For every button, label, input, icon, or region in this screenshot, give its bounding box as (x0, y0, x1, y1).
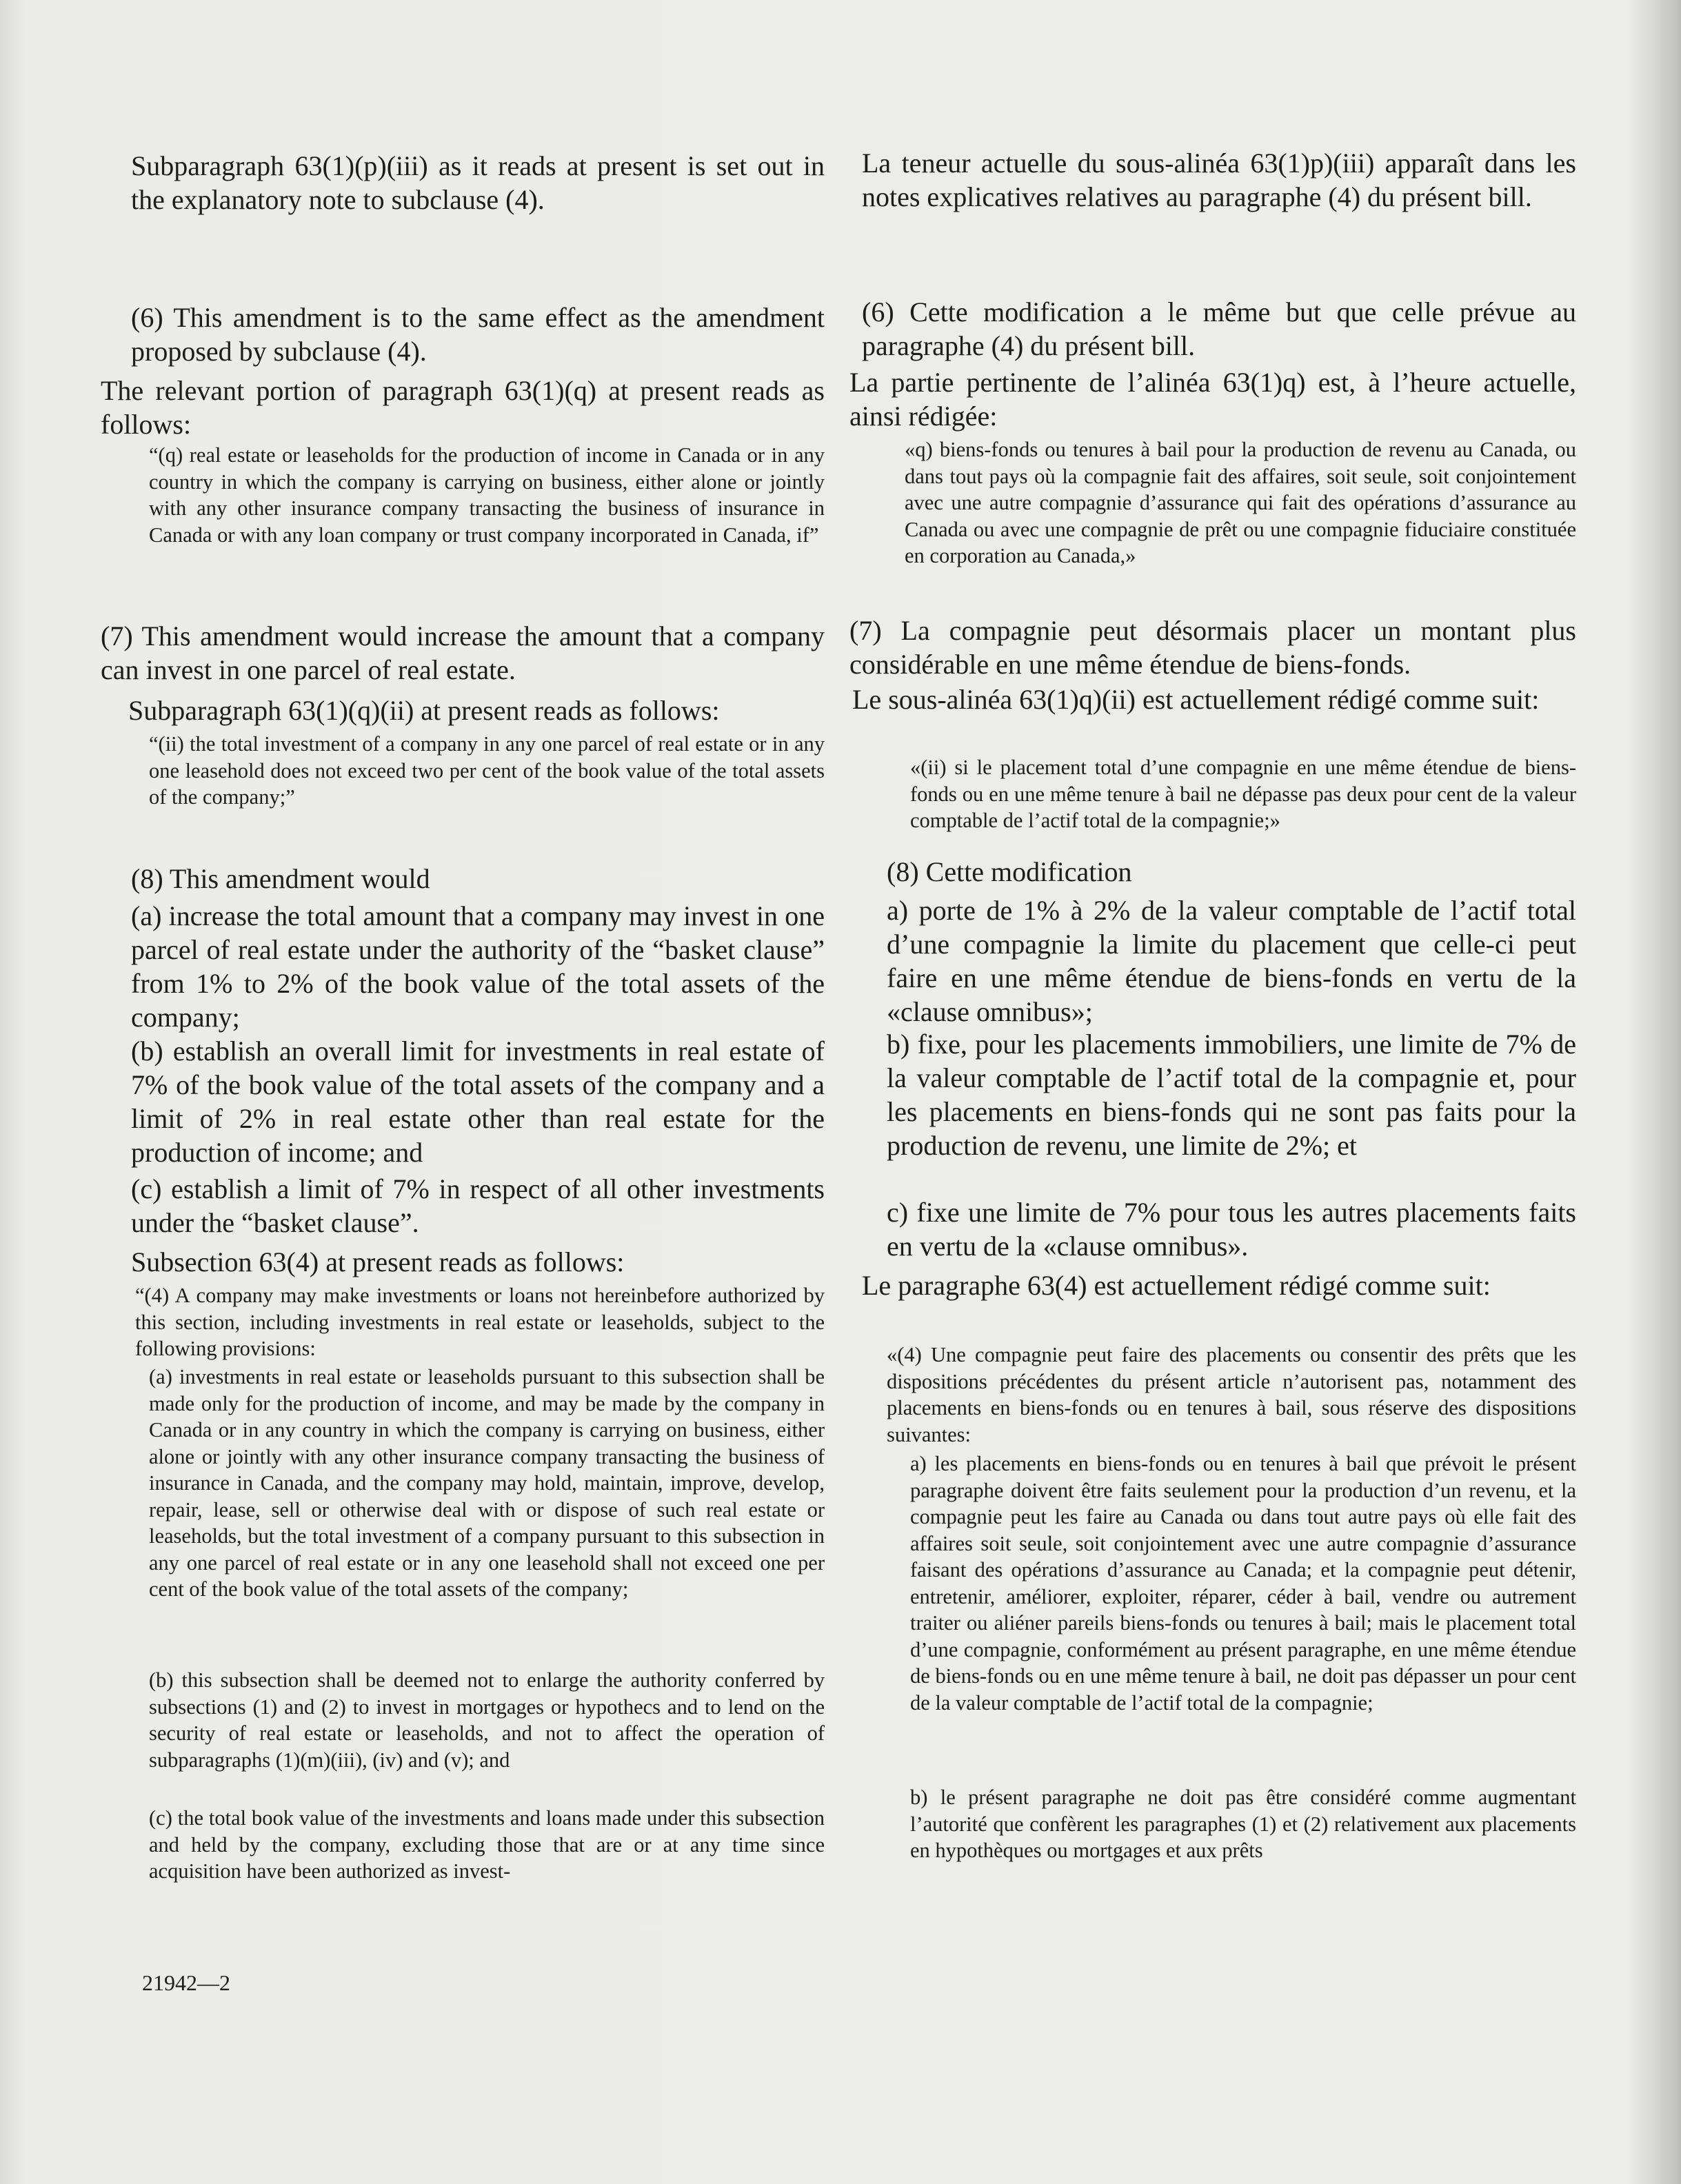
en-subsection-63-4-heading: Subsection 63(4) at present reads as follows: (131, 1246, 625, 1277)
fr-note-7: (7) La compagnie peut désormais placer un montant plus considérable en une même étendue de biens-fonds. (849, 615, 1576, 680)
en-note-7: (7) This amendment would increase the amount that a company can invest in one parcel of real estate. (101, 620, 825, 685)
en-quote-subsection-4: “(4) A company may make investments or loans not hereinbefore authorized by this section, including investments in real estate or leaseholds, subject to the following provisions: (135, 1284, 825, 1360)
fr-subparagraph-p-note: La teneur actuelle du sous-alinéa 63(1)p)(iii) apparaît dans les notes explicatives relatives au paragraphe (4) du présent bill. (862, 148, 1576, 212)
fr-quote-paragraph-q: «q) biens-fonds ou tenures à bail pour la production de revenu au Canada, ou dans tout pays où la compagnie fait des affaires, soit seule, soit conjointement avec une autre compagnie d’assurance qui fait des opérations d’assurance au Canada ou avec une compagnie de prêt ou une compagnie fiduciaire constituée en corporation au Canada,» (905, 438, 1576, 567)
en-quote-q-ii: “(ii) the total investment of a company in any one parcel of real estate or in any one leasehold does not exceed two per cent of the book value of the total assets of the company;” (149, 732, 825, 809)
en-subparagraph-q-ii-heading: Subparagraph 63(1)(q)(ii) at present reads as follows: (128, 695, 720, 726)
en-subparagraph-p-note: Subparagraph 63(1)(p)(iii) as it reads at present is set out in the explanatory note to subclause (4). (131, 150, 825, 215)
fr-quote-subsection-4: «(4) Une compagnie peut faire des placements ou consentir des prêts que les dispositions précédentes du présent article n’autorisent pas, notamment des placements en biens-fonds ou en tenures à bail, sous réserve des dispositions suivantes: (887, 1343, 1576, 1446)
fr-relevant-portion-heading: La partie pertinente de l’alinéa 63(1)q) est, à l’heure actuelle, ainsi rédigée: (849, 367, 1576, 432)
fr-quote-4-a: a) les placements en biens-fonds ou en tenures à bail que prévoit le présent paragraphe doivent être faits seulement pour la production d’un revenu, et la compagnie peut les faire au Canada ou dans tout autre pays où elle fait des affaires soit seule, soit conjointement avec une autre compagnie d’assurance faisant des opérations d’assurance au Canada; et la compagnie peut détenir, entretenir, améliorer, exploiter, réparer, céder à bail, vendre ou autrement traiter ou aliéner pareils biens-fonds ou tenures à bail; mais le placement total d’une compagnie, conformément au présent paragraphe, en une même étendue de biens-fonds ou en une même tenure à bail, ne doit pas dépasser un pour cent de la valeur comptable de l’actif total de la compagnie; (910, 1452, 1576, 1715)
fr-subparagraph-q-ii-heading: Le sous-alinéa 63(1)q)(ii) est actuellement rédigé comme suit: (852, 684, 1540, 715)
en-quote-paragraph-q: “(q) real estate or leaseholds for the production of income in Canada or in any country in which the company is carrying on business, either alone or jointly with any other insurance company transacting the business of insurance in Canada or with any loan company or trust company incorporated in Canada, if” (149, 443, 825, 547)
fr-quote-q-ii: «(ii) si le placement total d’une compagnie en une même étendue de biens-fonds ou en une même tenure à bail ne dépasse pas deux pour cent de la valeur comptable de l’actif total de la compagnie;» (910, 756, 1576, 832)
en-quote-4-b: (b) this subsection shall be deemed not to enlarge the authority conferred by subsections (1) and (2) to invest in mortgages or hypothecs and to lend on the security of real estate or leaseholds, and not to affect the operation of subparagraphs (1)(m)(iii), (iv) and (v); and (149, 1668, 825, 1772)
fr-note-8-a: a) porte de 1% à 2% de la valeur comptable de l’actif total d’une compagnie la limite du placement que celle-ci peut faire en une même étendue de biens-fonds en vertu de la «clause omnibus»; (887, 895, 1576, 1027)
en-relevant-portion-heading: The relevant portion of paragraph 63(1)(q) at present reads as follows: (101, 375, 825, 440)
en-note-6: (6) This amendment is to the same effect as the amendment proposed by subclause (4). (131, 302, 825, 367)
fr-subsection-63-4-heading: Le paragraphe 63(4) est actuellement rédigé comme suit: (862, 1270, 1491, 1301)
fr-note-8-c: c) fixe une limite de 7% pour tous les autres placements faits en vertu de la «clause omnibus». (887, 1197, 1576, 1262)
fr-quote-4-b: b) le présent paragraphe ne doit pas être considéré comme augmentant l’autorité que confèrent les paragraphes (1) et (2) relativement aux placements en hypothèques ou mortgages et aux prêts (910, 1786, 1576, 1862)
fr-note-8-heading: (8) Cette modification (887, 856, 1132, 887)
page-footer-code: 21942—2 (142, 1970, 230, 1995)
fr-note-6: (6) Cette modification a le même but que celle prévue au paragraphe (4) du présent bill. (862, 296, 1576, 361)
fr-note-8-b: b) fixe, pour les placements immobiliers, une limite de 7% de la valeur comptable de l’actif total de la compagnie et, pour les placements en biens-fonds qui ne sont pas faits pour la production de revenu, une limite de 2%; et (887, 1029, 1576, 1161)
en-note-8-b: (b) establish an overall limit for investments in real estate of 7% of the book value of the total assets of the company and a limit of 2% in real estate other than real estate for the production of income; and (131, 1035, 825, 1168)
en-note-8-c: (c) establish a limit of 7% in respect of all other investments under the “basket clause”. (131, 1173, 825, 1238)
en-quote-4-a: (a) investments in real estate or leaseholds pursuant to this subsection shall be made only for the production of income, and may be made by the company in Canada or in any country in which the company is carrying on business, either alone or jointly with any other insurance company transacting the business of insurance in Canada, and the company may hold, maintain, improve, develop, repair, lease, sell or otherwise deal with or dispose of such real estate or leaseholds, but the total investment of a company pursuant to this subsection in any one parcel of real estate or in any one leasehold shall not exceed one per cent of the book value of the total assets of the company; (149, 1365, 825, 1601)
en-note-8-heading: (8) This amendment would (131, 863, 430, 894)
en-quote-4-c: (c) the total book value of the investments and loans made under this subsection and held by the company, excluding those that are or at any time since acquisition have been authorized as invest- (149, 1806, 825, 1883)
en-note-8-a: (a) increase the total amount that a company may invest in one parcel of real estate under the authority of the “basket clause” from 1% to 2% of the book value of the total assets of the company; (131, 900, 825, 1033)
